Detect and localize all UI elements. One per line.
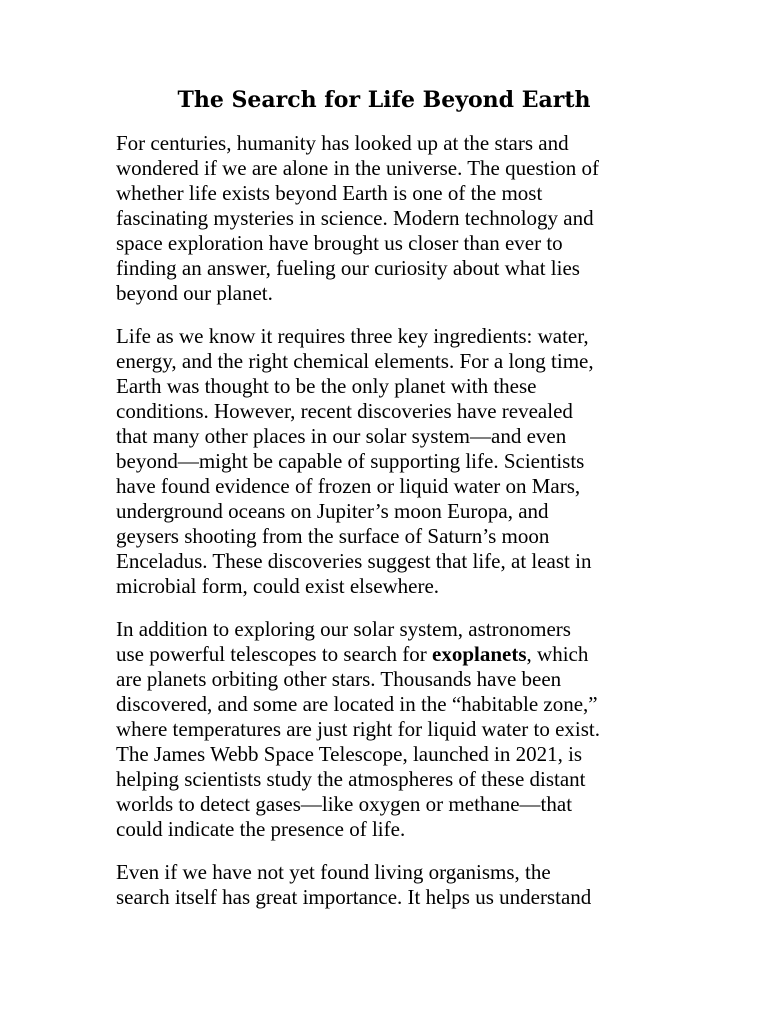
text-line: Earth was thought to be the only planet with these (116, 374, 537, 398)
text-line (116, 642, 652, 667)
paragraph-4 (116, 860, 652, 910)
text-segment: use powerful telescopes to search for (116, 642, 433, 666)
text-line: The James Webb Space Telescope, launched in 2021, is (116, 742, 583, 766)
text-line: search itself has great importance. It helps us understand (116, 885, 592, 909)
text-line: space exploration have brought us closer than ever to (116, 231, 563, 255)
text-line: Life as we know it requires three key ingredients: water, (116, 324, 589, 348)
text-line: worlds to detect gases—like oxygen or methane—that (116, 792, 573, 816)
text-line: discovered, and some are located in the “habitable zone,” (116, 692, 598, 716)
document-title: The Search for Life Beyond Earth (177, 87, 591, 113)
text-line: conditions. However, recent discoveries have revealed (116, 399, 573, 423)
text-segment: , which (526, 642, 589, 666)
text-line: fascinating mysteries in science. Modern technology and (116, 206, 594, 230)
text-line: Even if we have not yet found living organisms, the (116, 860, 551, 884)
text-line: In addition to exploring our solar system, astronomers (116, 617, 571, 641)
text-line: whether life exists beyond Earth is one of the most (116, 181, 543, 205)
text-line: could indicate the presence of life. (116, 817, 406, 841)
text-line: beyond our planet. (116, 281, 273, 305)
text-line: have found evidence of frozen or liquid water on Mars, (116, 474, 581, 498)
paragraph-3 (116, 617, 652, 842)
text-line: underground oceans on Jupiter’s moon Europa, and (116, 499, 549, 523)
document-body (116, 131, 652, 928)
text-line: where temperatures are just right for liquid water to exist. (116, 717, 601, 741)
text-line: For centuries, humanity has looked up at the stars and (116, 131, 569, 155)
text-line: that many other places in our solar system—and even (116, 424, 567, 448)
text-line: helping scientists study the atmospheres of these distant (116, 767, 586, 791)
text-line: are planets orbiting other stars. Thousands have been (116, 667, 562, 691)
text-line: geysers shooting from the surface of Saturn’s moon (116, 524, 550, 548)
paragraph-2 (116, 324, 652, 599)
text-line: energy, and the right chemical elements. For a long time, (116, 349, 594, 373)
paragraph-1 (116, 131, 652, 306)
text-line: microbial form, could exist elsewhere. (116, 574, 440, 598)
text-line: Enceladus. These discoveries suggest that life, at least in (116, 549, 592, 573)
text-line: wondered if we are alone in the universe. The question of (116, 156, 600, 180)
text-line: beyond—might be capable of supporting life. Scientists (116, 449, 585, 473)
text-line: finding an answer, fueling our curiosity about what lies (116, 256, 580, 280)
bold-term-exoplanets: exoplanets (432, 642, 527, 666)
